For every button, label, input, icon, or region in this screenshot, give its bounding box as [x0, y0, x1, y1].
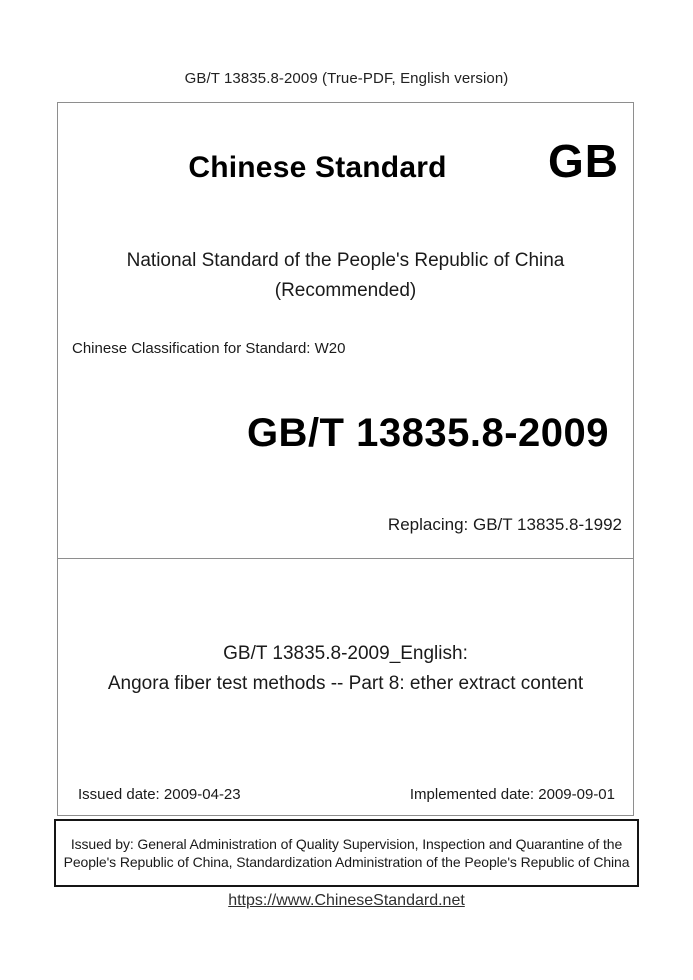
gb-logo: GB	[548, 135, 619, 187]
dates-row	[58, 786, 633, 803]
implemented-date: Implemented date: 2009-09-01	[409, 786, 615, 803]
national-standard-line: National Standard of the People's Republic of China	[126, 250, 565, 271]
recommended-line: (Recommended)	[274, 280, 417, 301]
english-title: GB/T 13835.8-2009_English:	[223, 643, 468, 664]
page-header: GB/T 13835.8-2009 (True-PDF, English version)	[184, 70, 509, 87]
cover-box	[57, 102, 634, 816]
classification-label: Chinese Classification for Standard: W20	[72, 340, 346, 357]
issued-by-box	[54, 819, 639, 887]
issued-by-text: Issued by: General Administration of Quality Supervision, Inspection and Quarantine of the People's Republic of China, Standardization Administration of the People's Republic of China	[63, 835, 630, 870]
section-divider	[58, 558, 633, 559]
issued-date: Issued date: 2009-04-23	[78, 786, 241, 803]
footer	[0, 892, 693, 910]
standard-code: GB/T 13835.8-2009	[246, 411, 609, 455]
brand-title: Chinese Standard	[188, 151, 447, 184]
site-link[interactable]: https://www.ChineseStandard.net	[228, 892, 465, 909]
replacing-label: Replacing: GB/T 13835.8-1992	[387, 515, 622, 534]
english-subtitle: Angora fiber test methods -- Part 8: ether extract content	[107, 673, 584, 694]
